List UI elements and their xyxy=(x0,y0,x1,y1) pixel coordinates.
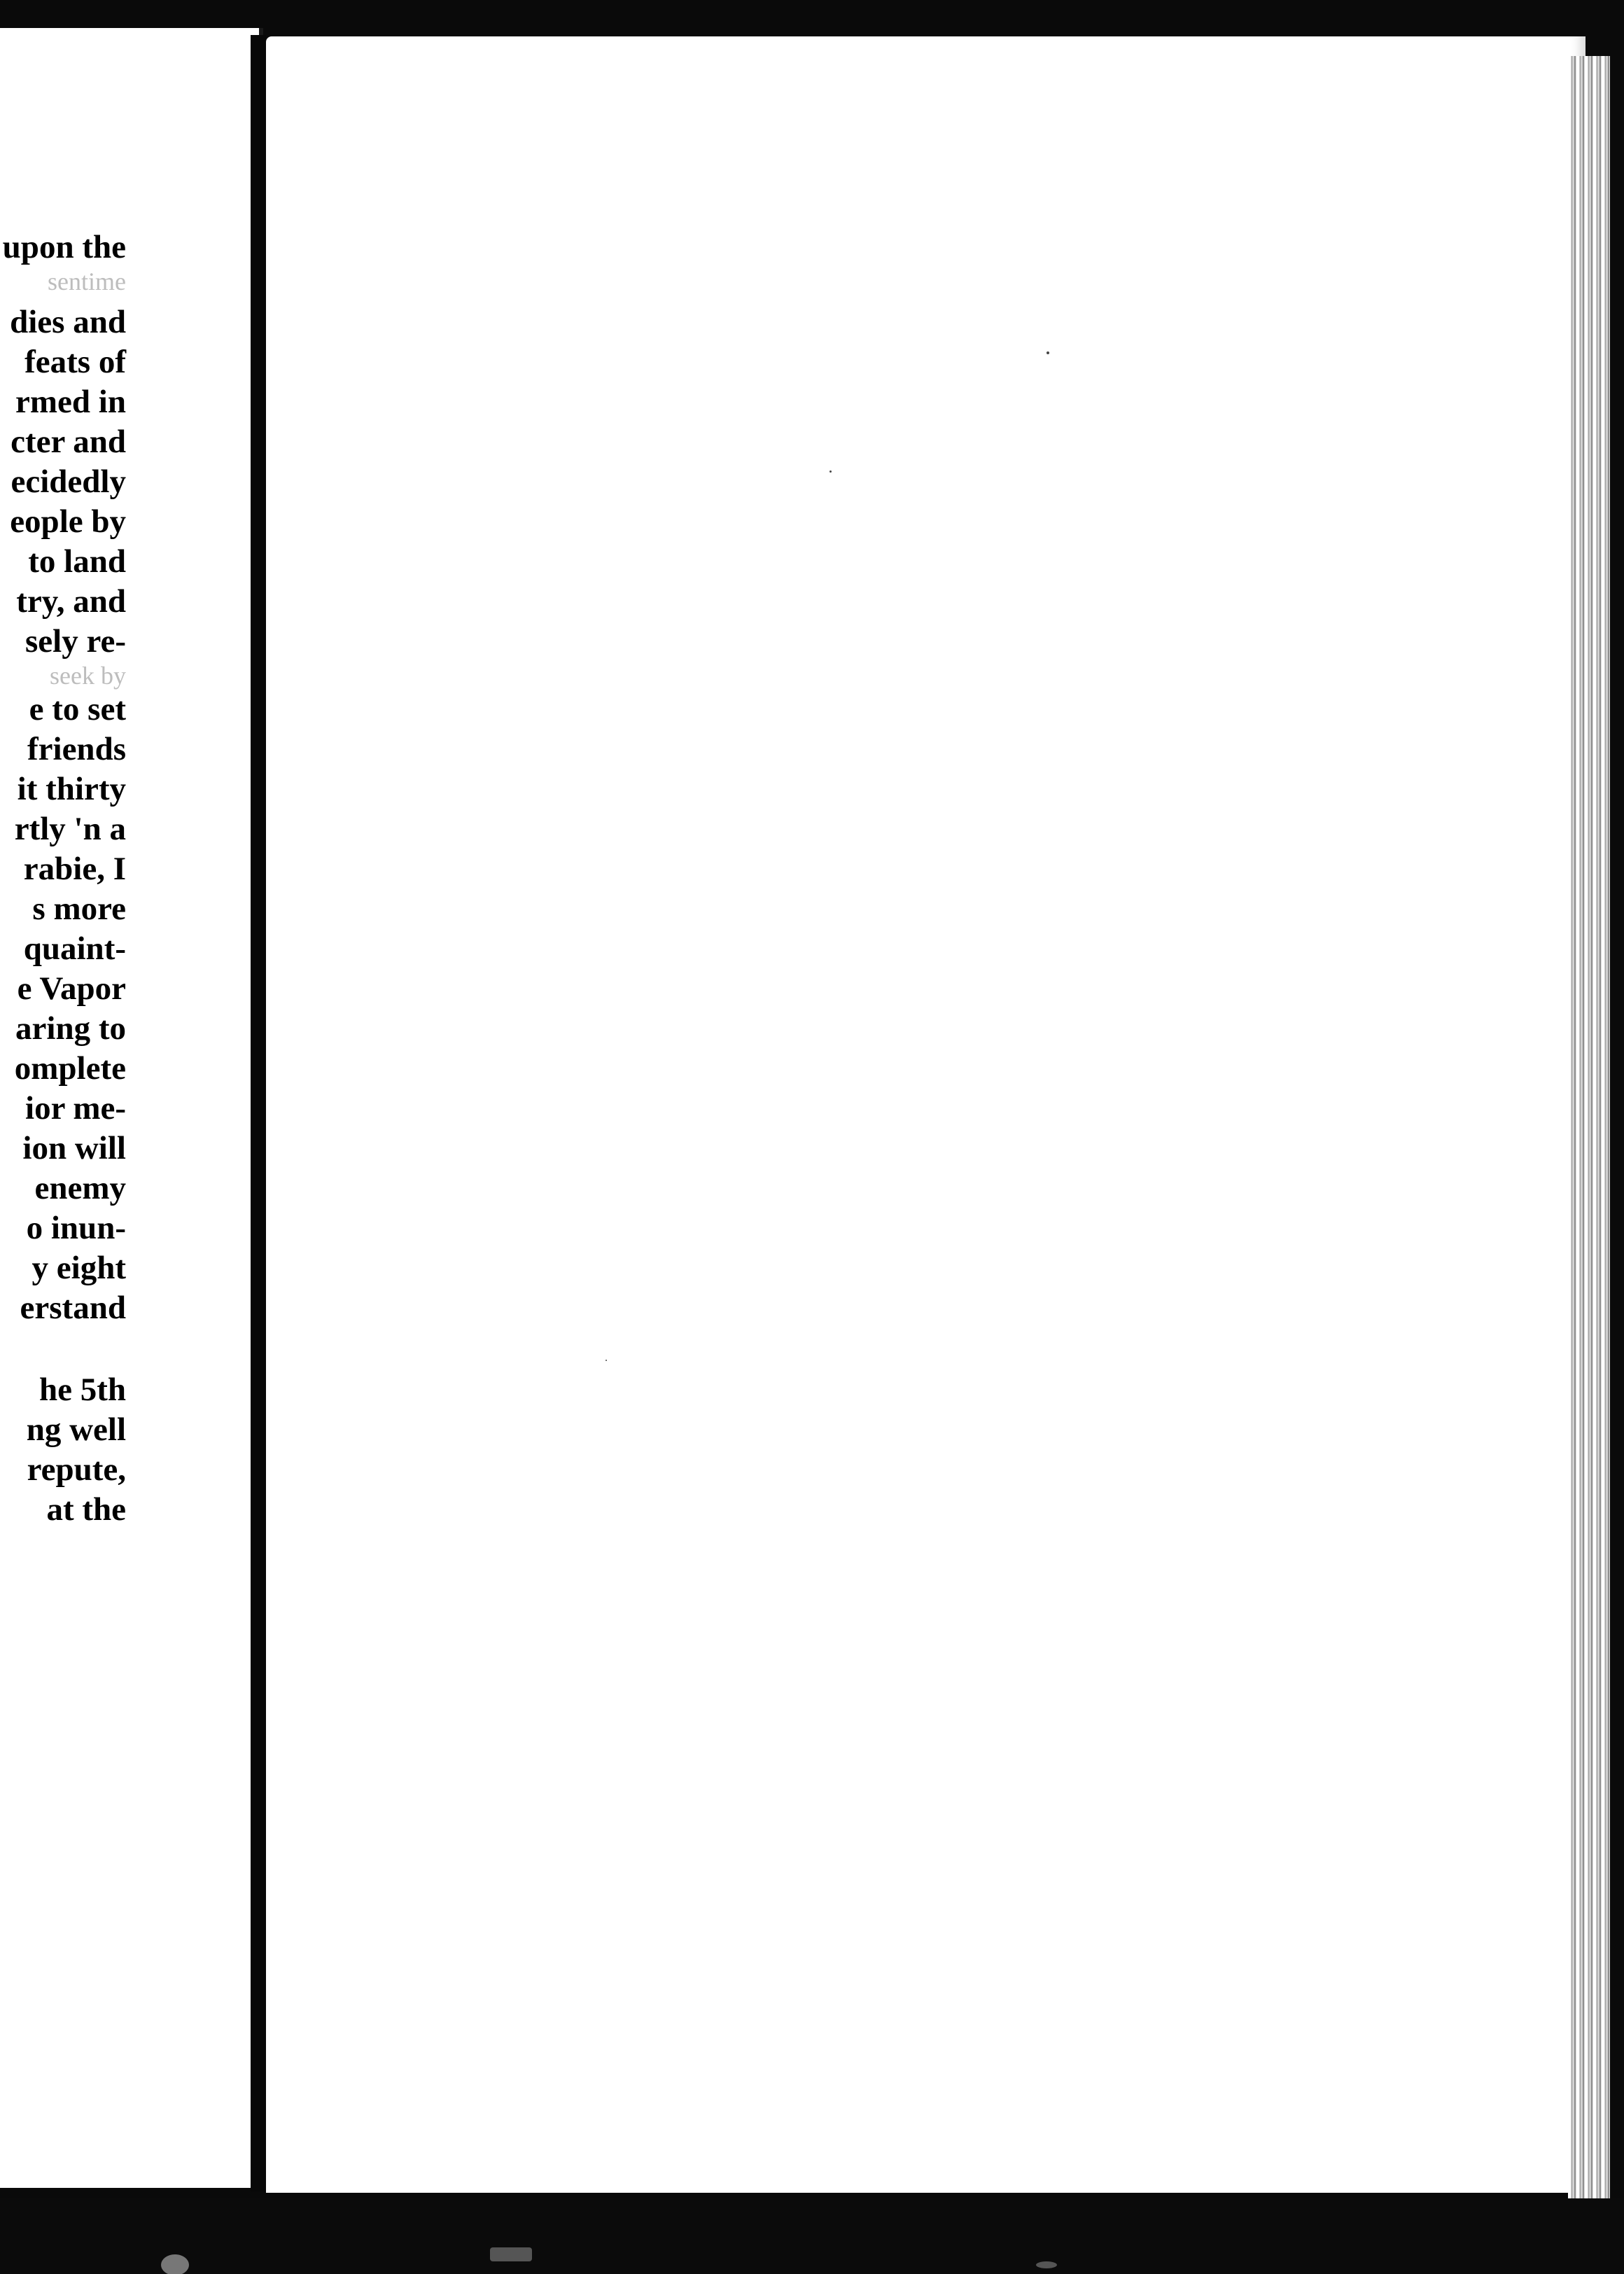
text-line: to land xyxy=(28,543,126,580)
text-line: repute, xyxy=(27,1451,126,1488)
book-spine-shadow xyxy=(251,35,266,2191)
text-line: rabie, I xyxy=(23,851,126,887)
text-line: omplete xyxy=(14,1050,126,1087)
text-line: erstand xyxy=(20,1290,126,1326)
text-line: ion will xyxy=(22,1130,126,1166)
text-line: rtly 'n a xyxy=(14,811,126,847)
text-line: feats of xyxy=(24,344,126,380)
left-page xyxy=(0,28,263,2188)
paragraph-gap xyxy=(0,1328,126,1370)
text-line: enemy xyxy=(34,1170,126,1206)
scan-artifact xyxy=(1036,2261,1057,2268)
right-page-blank xyxy=(266,36,1586,2193)
scan-bottom-border xyxy=(0,2198,1624,2274)
paper-speck xyxy=(1046,351,1049,354)
page-edges xyxy=(1568,56,1610,2240)
text-line: friends xyxy=(27,731,126,767)
text-line: ng well xyxy=(26,1411,126,1448)
text-line: aring to xyxy=(15,1010,126,1047)
text-line: sely re- xyxy=(25,623,126,660)
text-line: quaint- xyxy=(23,930,126,967)
scan-artifact xyxy=(490,2247,532,2261)
text-line: it thirty xyxy=(17,771,126,807)
text-line: y eight xyxy=(31,1250,126,1286)
bleed-through-line: sentime xyxy=(48,267,126,295)
text-line: e Vapor xyxy=(17,970,126,1007)
text-line: try, and xyxy=(16,583,126,620)
scan-artifact xyxy=(161,2254,189,2274)
paper-speck xyxy=(606,1360,607,1361)
text-line: s more xyxy=(32,891,126,927)
text-line: ior me- xyxy=(25,1090,126,1126)
text-line: cter and xyxy=(10,424,126,460)
text-line: rmed in xyxy=(15,384,126,420)
text-line: o inun- xyxy=(26,1210,126,1246)
bleed-through-line: seek by xyxy=(50,662,126,690)
text-line: at the xyxy=(46,1491,126,1528)
left-page-text xyxy=(0,228,126,1530)
text-line: upon the xyxy=(2,229,126,265)
paper-speck xyxy=(830,470,832,473)
text-line: dies and xyxy=(10,304,126,340)
text-line: e to set xyxy=(29,691,126,727)
text-line: eople by xyxy=(10,503,126,540)
text-line: he 5th xyxy=(38,1372,126,1408)
text-line: ecidedly xyxy=(10,463,126,500)
